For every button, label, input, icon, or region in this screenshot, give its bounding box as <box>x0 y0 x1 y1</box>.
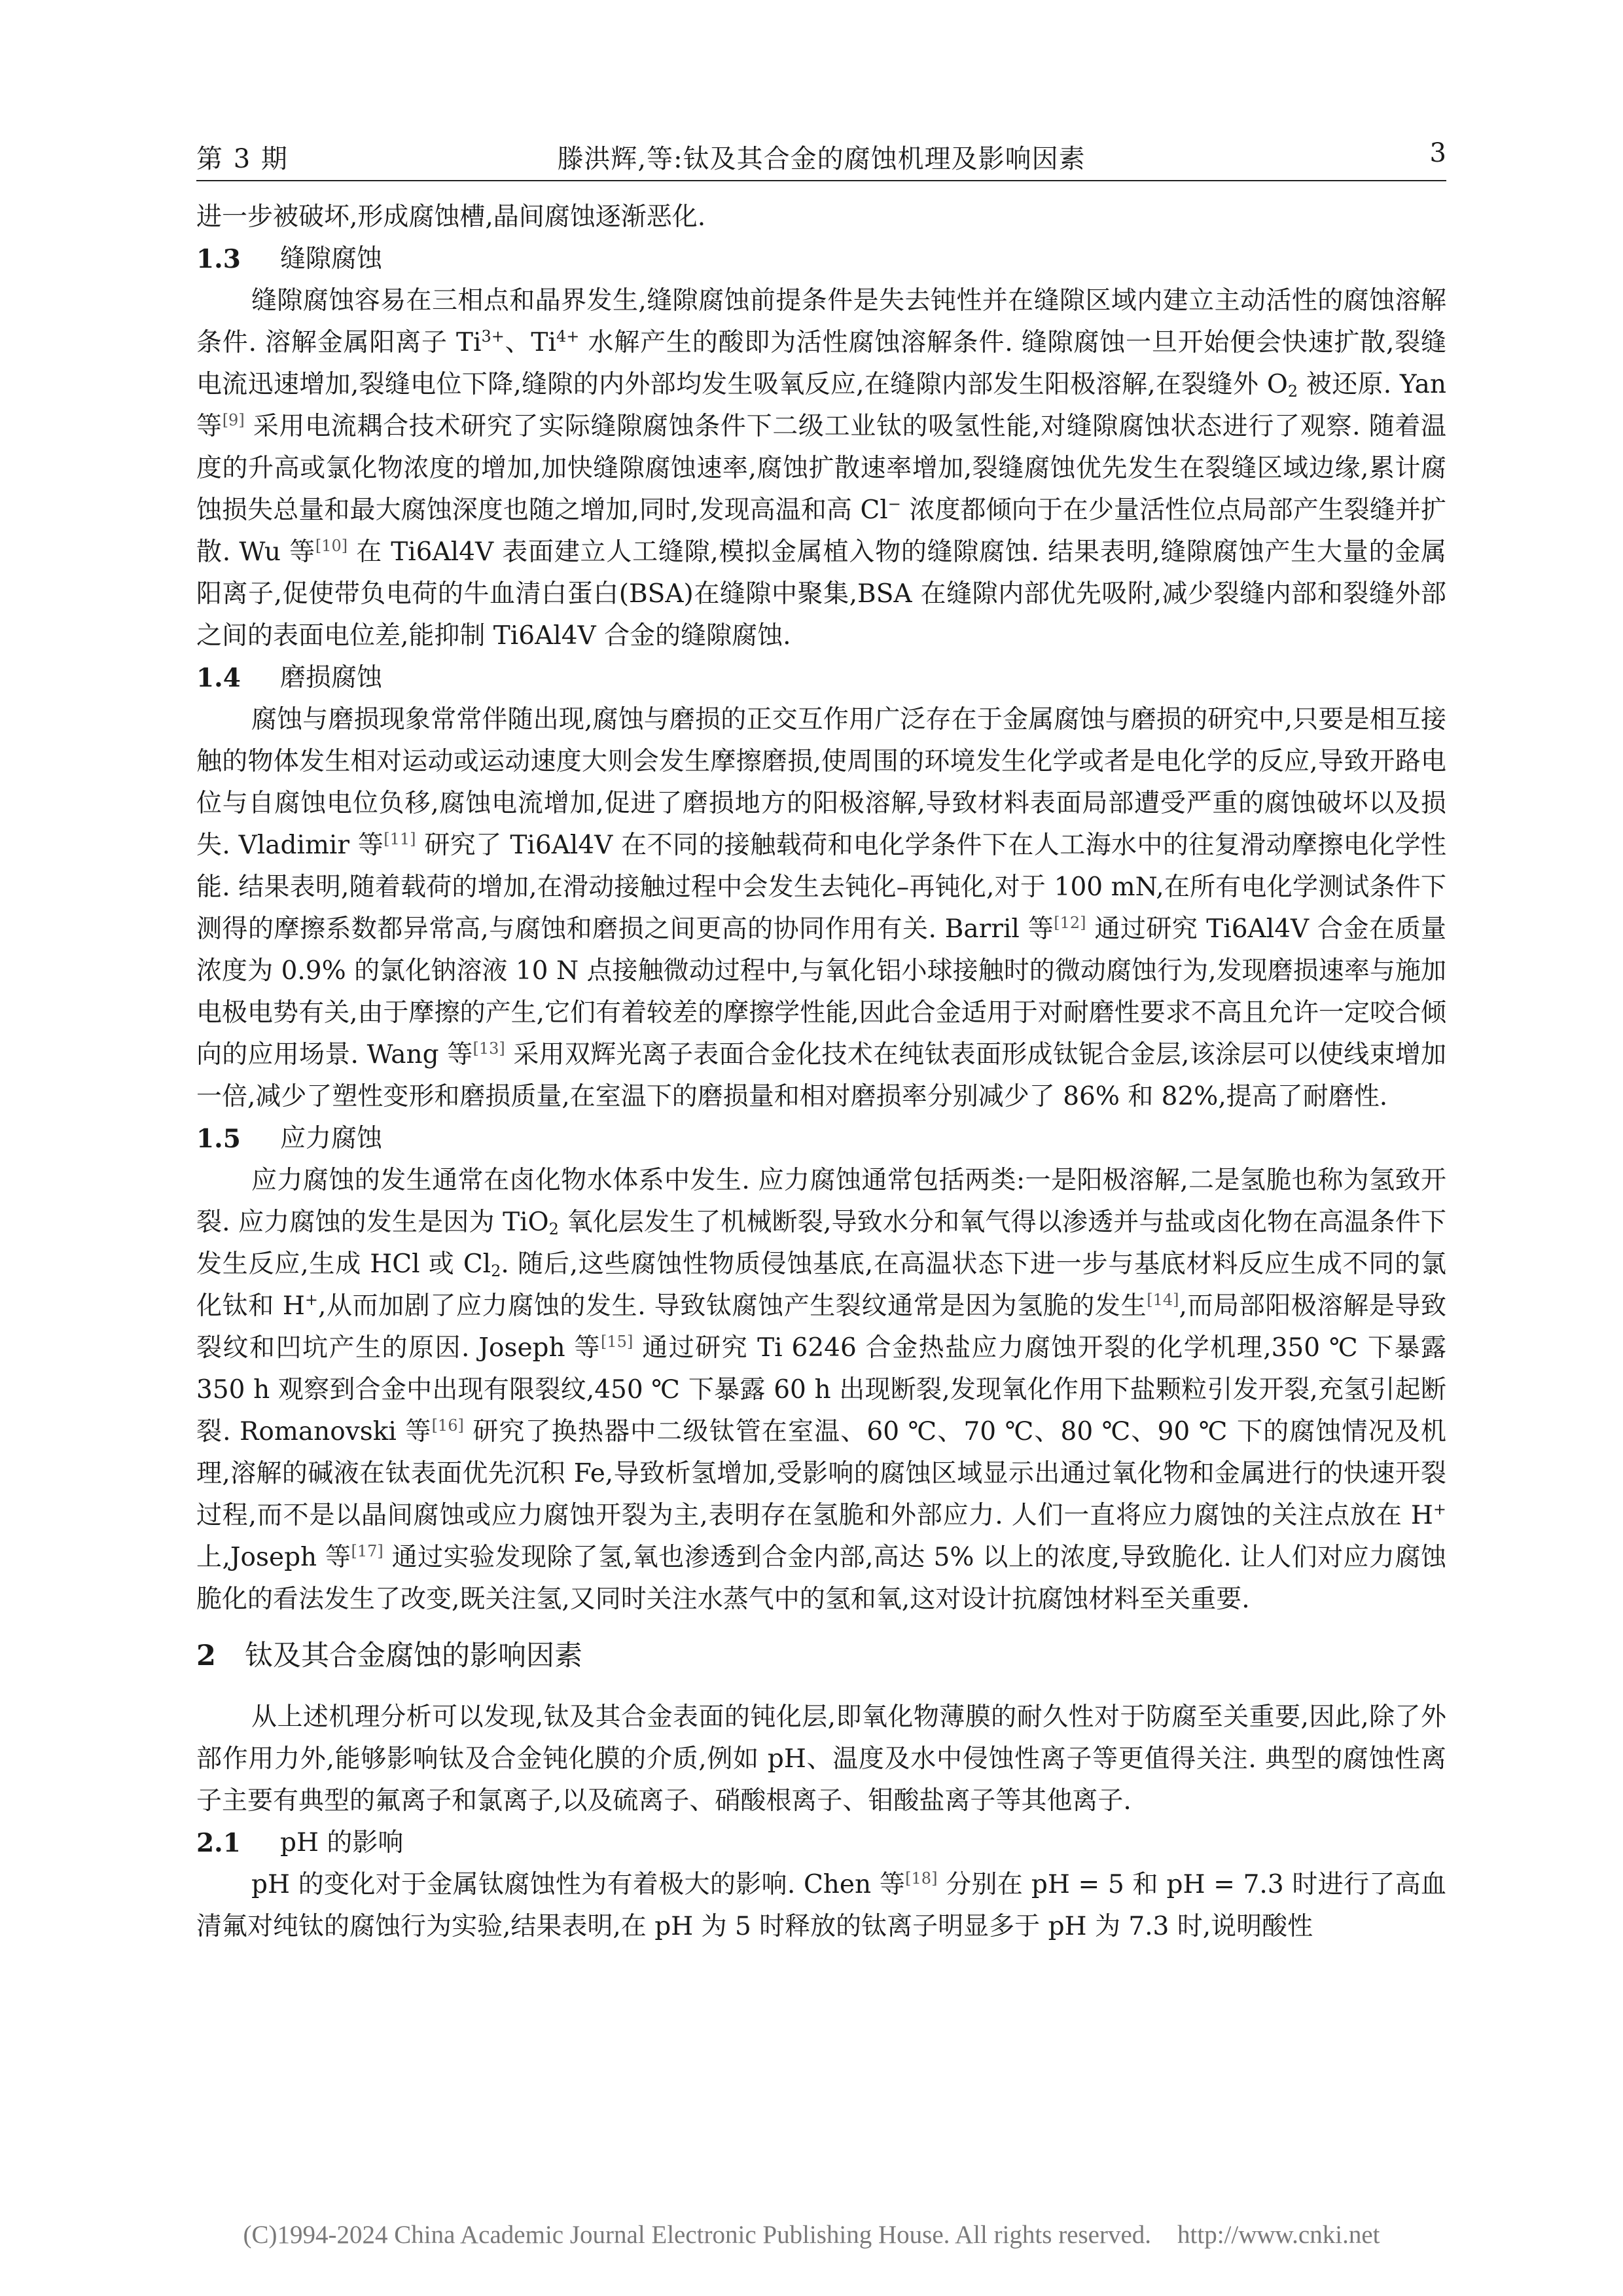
text-run: 通过实验发现除了氢,氧也渗透到合金内部,高达 5% 以上的浓度,导致脆化. 让人们对应力腐蚀脆化的看法发生了改变,既关注氢,又同时关注水蒸气中的氢和氧,这对设计抗腐蚀材料至关重要. <box>196 1543 1446 1614</box>
superscript: + <box>1433 1500 1446 1518</box>
text-run: . 随后,这些腐蚀性物质侵蚀基底,在高温状态下进一步与基底材料反应生成不同的氯化钛和 H <box>196 1249 1446 1321</box>
section-title: 钛及其合金腐蚀的影响因素 <box>245 1640 582 1672</box>
text-run: ,从而加剧了应力腐蚀的发生. 导致钛腐蚀产生裂纹通常是因为氢脆的发生 <box>317 1291 1147 1321</box>
citation-ref: [15] <box>601 1333 633 1351</box>
paragraph-stress-corrosion <box>196 1160 1446 1621</box>
subsection-title: 磨损腐蚀 <box>280 663 383 692</box>
text-run: 氧化层发生了机械断裂,导致水分和氧气得以渗透并与盐或卤化物在高温条件下发生反应,生成 HCl 或 Cl <box>196 1208 1446 1279</box>
text-run: 缝隙腐蚀容易在三相点和晶界发生,缝隙腐蚀前提条件是失去钝性并在缝隙区域内建立主动活性的腐蚀溶解条件. 溶解金属阳离子 Ti <box>196 286 1446 357</box>
paragraph-wear-corrosion <box>196 699 1446 1118</box>
citation-ref: [12] <box>1054 914 1086 932</box>
subsection-number: 1.3 <box>196 244 241 274</box>
text-run: 应力腐蚀的发生通常在卤化物水体系中发生. 应力腐蚀通常包括两类:一是阳极溶解,二是氢脆也称为氢致开裂. 应力腐蚀的发生是因为 TiO <box>196 1166 1446 1237</box>
subsection-heading-1-4 <box>196 657 1446 699</box>
paragraph-continued: 进一步被破坏,形成腐蚀槽,晶间腐蚀逐渐恶化. <box>196 202 706 232</box>
issue-number: 第 3 期 <box>196 144 289 174</box>
subsection-number: 1.4 <box>196 663 241 693</box>
superscript: 3+ <box>481 327 505 346</box>
text-run: 研究了换热器中二级钛管在室温、60 ℃、70 ℃、80 ℃、90 ℃ 下的腐蚀情况及机理,溶解的碱液在钛表面优先沉积 Fe,导致析氢增加,受影响的腐蚀区域显示出通过氧化物和金属进行的快速开裂过程,而不是以晶间腐蚀或应力腐蚀开裂为主,表明存在氢脆和外部应力. 人们一直将应力腐蚀的关注点放在 H <box>196 1417 1446 1530</box>
text-run: 通过研究 Ti6Al4V 合金在质量浓度为 0.9% 的氯化钠溶液 10 N 点接触微动过程中,与氧化铝小球接触时的微动腐蚀行为,发现磨损速率与施加电极电势有关,由于摩擦的产生,它们有着较差的摩擦学性能,因此合金适用于对耐磨性要求不高且允许一定咬合倾向的应用场景. Wang 等 <box>196 914 1446 1069</box>
superscript: + <box>304 1291 318 1309</box>
text-run: 采用电流耦合技术研究了实际缝隙腐蚀条件下二级工业钛的吸氢性能,对缝隙腐蚀状态进行了观察. 随着温度的升高或氯化物浓度的增加,加快缝隙腐蚀速率,腐蚀扩散速率增加,裂缝腐蚀优先发生在裂缝区域边缘,累计腐蚀损失总量和最大腐蚀深度也随之增加,同时,发现高温和高 Cl <box>196 412 1446 525</box>
subsection-number: 2.1 <box>196 1828 241 1858</box>
citation-ref: [17] <box>351 1542 383 1560</box>
copyright-text: (C)1994-2024 China Academic Journal Electronic Publishing House. All rights reserved. <box>243 2221 1152 2249</box>
paragraph-crevice-corrosion <box>196 280 1446 657</box>
copyright-footer <box>0 2220 1623 2250</box>
subsection-heading-1-5 <box>196 1118 1446 1160</box>
paragraph-ph-effect <box>196 1864 1446 1948</box>
text-run: 被还原. Yan 等 <box>196 370 1446 441</box>
subscript: 2 <box>548 1220 559 1238</box>
text-run: 研究了 Ti6Al4V 在不同的接触载荷和电化学条件下在人工海水中的往复滑动摩擦电化学性能. 结果表明,随着载荷的增加,在滑动接触过程中会发生去钝化–再钝化,对于 100 mN,在所有电化学测试条件下测得的摩擦系数都异常高,与腐蚀和磨损之间更高的协同作用有关. Barril 等 <box>196 831 1446 944</box>
text-run: 、Ti <box>504 328 556 357</box>
text-run: 在 Ti6Al4V 表面建立人工缝隙,模拟金属植入物的缝隙腐蚀. 结果表明,缝隙腐蚀产生大量的金属阳离子,促使带负电荷的牛血清白蛋白(BSA)在缝隙中聚集,BSA 在缝隙内部优先吸附,减少裂缝内部和裂缝外部之间的表面电位差,能抑制 Ti6Al4V 合金的缝隙腐蚀. <box>196 537 1446 651</box>
text-run: 上,Joseph 等 <box>196 1543 351 1572</box>
subsection-title: pH 的影响 <box>280 1828 404 1857</box>
subsection-title: 缝隙腐蚀 <box>280 244 383 274</box>
superscript: − <box>887 495 901 513</box>
running-title: 滕洪辉,等:钛及其合金的腐蚀机理及影响因素 <box>557 144 1086 174</box>
text-run: 采用双辉光离子表面合金化技术在纯钛表面形成钛铌合金层,该涂层可以使线束增加一倍,减少了塑性变形和磨损质量,在室温下的磨损量和相对磨损率分别减少了 86% 和 82%,提高了耐磨性. <box>196 1040 1446 1111</box>
subsection-heading-1-3 <box>196 238 1446 280</box>
citation-ref: [14] <box>1147 1291 1179 1309</box>
page-number: 3 <box>1429 138 1446 168</box>
subscript: 2 <box>1287 382 1298 401</box>
text-run: 分别在 pH = 5 和 pH = 7.3 时进行了高血清氟对纯钛的腐蚀行为实验,结果表明,在 pH 为 5 时释放的钛离子明显多于 pH 为 7.3 时,说明酸性 <box>196 1870 1446 1941</box>
article-body <box>196 196 1446 1948</box>
citation-ref: [10] <box>315 537 348 555</box>
text-run: ,而局部阳极溶解是导致裂纹和凹坑产生的原因. Joseph 等 <box>196 1291 1446 1363</box>
subsection-heading-2-1 <box>196 1822 1446 1864</box>
text-run: pH 的变化对于金属钛腐蚀性为有着极大的影响. Chen 等 <box>251 1870 906 1899</box>
citation-ref: [13] <box>473 1039 505 1058</box>
text-run: 腐蚀与磨损现象常常伴随出现,腐蚀与磨损的正交互作用广泛存在于金属腐蚀与磨损的研究中,只要是相互接触的物体发生相对运动或运动速度大则会发生摩擦磨损,使周围的环境发生化学或者是电化学的反应,导致开路电位与自腐蚀电位负移,腐蚀电流增加,促进了磨损地方的阳极溶解,导致材料表面局部遭受严重的腐蚀破坏以及损失. Vladimir 等 <box>196 705 1446 860</box>
subsection-number: 1.5 <box>196 1124 241 1154</box>
subscript: 2 <box>491 1262 501 1280</box>
superscript: 4+ <box>556 327 580 346</box>
subsection-title: 应力腐蚀 <box>280 1124 383 1153</box>
text-run: 浓度都倾向于在少量活性位点局部产生裂缝并扩散. Wu 等 <box>196 495 1446 567</box>
paragraph-influencing-factors: 从上述机理分析可以发现,钛及其合金表面的钝化层,即氧化物薄膜的耐久性对于防腐至关重要,因此,除了外部作用力外,能够影响钛及合金钝化膜的介质,例如 pH、温度及水中侵蚀性离子等更值得关注. 典型的腐蚀性离子主要有典型的氟离子和氯离子,以及硫离子、硝酸根离子、钼酸盐离子等其他离子. <box>196 1702 1446 1816</box>
section-number: 2 <box>196 1640 216 1672</box>
section-heading-2 <box>196 1635 1446 1677</box>
citation-ref: [18] <box>905 1869 938 1888</box>
text-run: 通过研究 Ti 6246 合金热盐应力腐蚀开裂的化学机理,350 ℃ 下暴露 350 h 观察到合金中出现有限裂纹,450 ℃ 下暴露 60 h 出现断裂,发现氧化作用下盐颗粒引发开裂,充氢引起断裂. Romanovski 等 <box>196 1333 1447 1446</box>
citation-ref: [11] <box>383 830 416 848</box>
text-run: 水解产生的酸即为活性腐蚀溶解条件. 缝隙腐蚀一旦开始便会快速扩散,裂缝电流迅速增加,裂缝电位下降,缝隙的内外部均发生吸氧反应,在缝隙内部发生阳极溶解,在裂缝外 O <box>196 328 1446 399</box>
citation-ref: [16] <box>431 1416 464 1435</box>
running-header <box>196 134 1446 181</box>
citation-ref: [9] <box>222 411 245 429</box>
footer-url[interactable]: http://www.cnki.net <box>1177 2221 1380 2249</box>
